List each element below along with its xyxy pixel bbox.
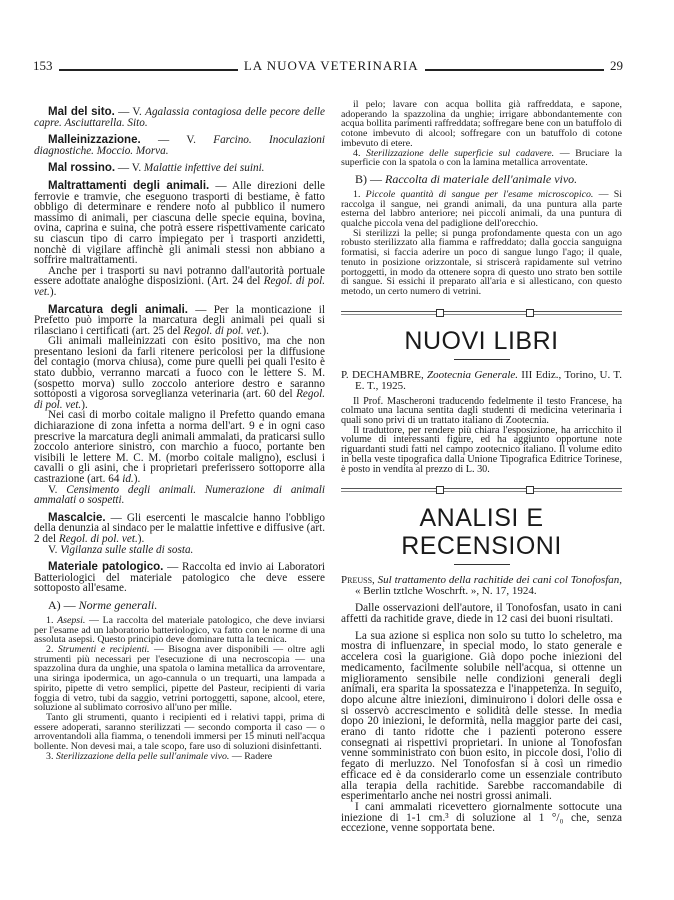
text-run: ). — [81, 398, 88, 411]
italic-text: Piccole quantità di sangue per l'esame microscopico. — [365, 188, 594, 200]
text-run: — Raccolta ed invio ai Laboratori Batteriologici del materiale patologico che deve essere sottoposto all'esame. — [34, 561, 325, 595]
italic-text: Vigilanza sulle stalle di sosta. — [60, 543, 194, 556]
page-number-right: 29 — [610, 58, 623, 73]
analysis-paragraph: I cani ammalati ricevettero giornalmente sottocute una iniezione di 1-1 cm.³ di soluzione al 1 °/₀ che, senza eccezione, venne sopportata bene. — [341, 800, 622, 835]
page-number-left: 153 — [33, 58, 53, 73]
entry-heading: Malleinizzazione. — [48, 134, 141, 147]
text-run: — Alle direzioni delle ferrovie e tramvie, che eseguono trasporti di bestiame, è fatto obbligo di determinare e rendere noto al pubblico il numero massimo di animali, per ciascuna delle specie equina, bovina, ovina, caprina e suina, che potrà essere rispettivamente caricato su ciascun tipo di carro impiegato per i trasporti anzidetti, nonchè di vigilare affinchè gli animali stessi non abbiano a soffrire maltrattamenti. — [34, 179, 325, 267]
section-heading-analisi: ANALISI E RECENSIONI — [401, 504, 562, 561]
text-run: Si sterilizzi la pelle; si punga profondamente questa con un ago robusto sterilizzato alla fiamma e raffreddato; dalla goccia sanguigna formatisi, si faccia aderire un poco di sangue lungo l'ago; il quale, tenuto in posizione orizzontale, si striscerà rapidamente sul vetrino portoggetti, in modo da ottenere sopra di questo uno strato ben sottile di sangue. Si essichi il preparato all'aria e si allesticano, con questo metodo, un certo numero di vetrini. — [341, 227, 622, 297]
text-run: 4. — [353, 147, 367, 159]
book-title: Zootecnia Generale. — [427, 368, 519, 381]
italic-text: id. — [122, 473, 134, 485]
article-source: « Berlin tztlche Woschrft. », N. 17, 1924. — [355, 585, 537, 598]
article-author: Preuss, — [341, 574, 375, 587]
text-run: ). — [262, 324, 269, 337]
entry-heading: Mal del sito. — [48, 106, 115, 118]
italic-text: Regol. di pol. vet. — [34, 388, 325, 411]
italic-text: Strumenti e recipienti. — [57, 644, 150, 656]
text-run: V. — [48, 543, 61, 556]
paragraph — [34, 266, 325, 298]
header-rule — [59, 69, 238, 71]
book-reference — [341, 370, 622, 392]
article-title: Sul trattamento della rachitide dei cani col Tonofosfan, — [377, 574, 623, 587]
italic-text: Farcino. Inoculazioni diagnostiche. Moccio. Morva. — [34, 134, 325, 157]
paragraph — [34, 645, 325, 713]
text-run: 2. — [46, 644, 58, 656]
text-run: — Radere — [229, 750, 273, 762]
ornamental-divider — [341, 486, 622, 494]
analysis-paragraph: La sua azione si esplica non solo su tutto lo scheletro, ma mostra di influenzare, in special modo, lo stato generale e accelera così la guarigione. Già dopo poche iniezioni del medicamento, facilmente solubile nell'acqua, si ottenne un miglioramento sensibile nelle condizioni generali degli animali, era sparita la spossatezza e l'inappetenza. In seguito, dopo alcune altre iniezioni, diminuirono i dolori delle ossa e si osservò accrescimento e solidità delle stesse. In media dopo 20 iniezioni, le deformità, nella maggior parte dei casi, erano di tanto ridotte che i pazienti poterono essere consegnati ai rispettivi proprietari. In unione al Tonofosfan venne somministrato con buon esito, in piccole dosi, l'olio di fegato di merluzzo. Nel Tonofosfan si à così un rimedio efficace ed è da considerarlo come un essenziale contributo alla terapia della rachitide. Sarebbe raccomandabile di esperimentarlo anche nei nostri grossi animali. — [341, 629, 622, 803]
text-run: — Gli esercenti le mascalcie hanno l'obbligo della denunzia al sindaco per le malattie infettive e diffusive (art. 2 del — [34, 511, 325, 545]
text-run: — V. — [115, 162, 144, 175]
text-run: 1. — [46, 614, 58, 626]
paragraph — [34, 135, 325, 156]
italic-text: Norme generali. — [78, 597, 158, 612]
text-run: Tanto gli strumenti, quanto i recipienti ed i relativi tappi, prima di essere adoperati, saranno sterilizzati — secondo comporta il caso — o arroventandoli alla fiamma, o tenendoli immersi per 15 minuti nell'acqua bollente. Non devesi mai, a tale scopo, fare uso di soluzioni disinfettanti. — [34, 711, 325, 753]
dictionary-continuation — [341, 100, 622, 297]
entry-heading: Maltrattamenti degli animali. — [48, 179, 210, 192]
header-rule — [425, 69, 604, 71]
text-run: — V. — [140, 134, 214, 147]
paragraph — [34, 713, 325, 752]
paragraph — [341, 100, 622, 149]
heading-underline — [454, 359, 510, 360]
analysis-paragraph: Dalle osservazioni dell'autore, il Tonofosfan, usato in cani affetti da rachitide grave, diede in 12 casi dei buoni risultati. — [341, 602, 622, 625]
paragraph — [34, 181, 325, 266]
italic-text: Raccolta di materiale dell'animale vivo. — [385, 171, 578, 186]
text-run: — Per la monticazione il Prefetto può imporre la marcatura degli animali pei quali si rilasciano i certificati (art. 25 del — [34, 303, 326, 337]
heading-underline — [454, 564, 510, 565]
italic-text: Regol. di pol. vet. — [183, 324, 263, 337]
paragraph — [34, 305, 325, 337]
running-header — [33, 58, 623, 74]
paragraph — [341, 229, 622, 297]
italic-text: Regol. di pol. vet. — [58, 532, 138, 545]
entry-heading: Materiale patologico. — [48, 561, 164, 574]
text-run: ). — [49, 285, 57, 298]
paragraph — [34, 107, 325, 128]
text-run: Gli animali malleinizzati con esito positivo, ma che non presentano lesioni da farli ritenere pericolosi per la diffusione del contagio (morva chiusa), come pure quelli pei quali l'esito è stato dubbio, verranno marcati a fuoco con le lettere S. M. (sospetto morva) sullo zoccolo anteriore destro e saranno sottoposti a vigorosa sorveglianza veterinaria (art. 60 del — [34, 335, 325, 401]
paragraph — [34, 485, 325, 506]
paragraph — [34, 513, 325, 545]
text-run: — Si raccolga il sangue, nei grandi animali, da una puntura alla parte esterna del labbro anteriore; nei piccoli animali, da una puntura di qualche piccola vena del padiglione dell'orecchio. — [341, 188, 623, 230]
paragraph — [34, 545, 325, 556]
text-run: ). — [133, 473, 141, 485]
paragraph — [34, 752, 325, 762]
entry-heading: Mal rossino. — [48, 162, 116, 175]
entry-heading: Mascalcie. — [48, 511, 106, 524]
text-run: Nei casi di morbo coitale maligno il Prefetto quando emana dichiarazione di zona infetta a norma dell'art. 9 e in ogni caso prescrive la marcatura degli animali ammalati, da praticarsi sullo zoccolo anteriore sinistro, con marchio a fuoco, portante ben visibili le lettere M. C. M. (morbo coitale maligno), esclusi i cavalli o gli asini, che i proprietari preferissero sottoporre alla castrazione (art. 64 — [34, 409, 325, 485]
journal-title: LA NUOVA VETERINARIA — [243, 58, 419, 73]
italic-text: Malattie infettive dei suini. — [143, 162, 265, 175]
paragraph — [341, 190, 622, 229]
text-run: A) — — [48, 597, 79, 612]
review-paragraph: Il Prof. Mascheroni traducendo fedelmente il testo Francese, ha colmato una lacuna sentita dagli studenti di medicina veterinaria i quali sono privi di un trattato italiano di Zootecnia. — [341, 395, 622, 427]
section-heading-nuovi-libri: NUOVI LIBRI — [404, 326, 559, 355]
text-run: — V. — [114, 106, 146, 118]
paragraph — [341, 149, 622, 168]
text-run: ). — [137, 532, 145, 545]
text-run: 1. — [353, 188, 366, 200]
paragraph — [34, 163, 325, 174]
text-run: V. — [48, 483, 67, 496]
paragraph — [34, 410, 325, 484]
book-author: P. DECHAMBRE, — [341, 368, 424, 381]
italic-text: Censimento degli animali. Numerazione di animali ammalati o sospetti. — [34, 483, 325, 507]
italic-text: Asepsi. — [57, 614, 86, 626]
text-run: — Bisogna aver disponibili — oltre agli strumenti più necessari per l'esecuzione di una necroscopia — una spazzolina dura da unghie, una spatola o lamina metallica da arroventare, una siringa ipodermica, un ago-cannula o un trequarti, una lampada a spirito, pipette di vetro semplici, pipette del Pasteur, recipienti di varia foggia di vetro, tubi da saggio, vetrini portoggetti, sapone, alcool, etere, soluzione al sublimato corrosivo all'uno per mille. — [34, 644, 326, 714]
left-column — [34, 100, 325, 761]
text-run: Anche per i trasporti su navi potranno dall'autorità portuale essere adottate analoghe disposizioni. (Art. 24 del — [34, 264, 325, 288]
review-paragraph: Il traduttore, per rendere più chiara l'esposizione, ha arricchito il volume di interessanti figure, ed ha aggiunto opportune note riguardanti studi fatti nel campo zootecnico italiano. Il volume edito in bella veste tipografica dalla Unione Tipografica Editrice Torinese, è posto in vendita al prezzo di L. 30. — [341, 424, 622, 475]
italic-text: Sterilizzazione delle superficie sul cadavere. — [366, 147, 555, 159]
paragraph — [34, 598, 325, 612]
entry-heading: Marcatura degli animali. — [48, 303, 188, 316]
text-run: 3. — [46, 750, 56, 762]
right-column — [341, 100, 622, 834]
paragraph — [34, 336, 325, 410]
italic-text: Regol. di pol. vet. — [34, 275, 326, 298]
article-reference — [341, 575, 622, 597]
text-run: il pelo; lavare con acqua bollita già raffreddata, e sapone, adoperando la spazzolina da unghie; irrigare abbondantemente con acqua bollita parimenti raffreddata; soffregare bene con un batuffolo di cotone imbevuto di alcool; soffregare con un batuffolo di cotone imbevuto di etere. — [341, 99, 622, 149]
paragraph — [34, 562, 325, 594]
book-edition: III Ediz., Torino, U. T. E. T., 1925. — [355, 368, 622, 392]
ornamental-divider — [341, 309, 622, 317]
paragraph — [341, 172, 622, 186]
italic-text: Sterilizzazione della pelle sull'animale vivo. — [55, 750, 230, 762]
italic-text: Agalassia contagiosa delle pecore delle capre. Asciuttarella. Sito. — [34, 106, 325, 129]
text-run: B) — — [355, 171, 385, 186]
paragraph — [34, 616, 325, 645]
text-run: — La raccolta del materiale patologico, che deve inviarsi per l'esame ad un laboratorio batteriologico, va fatto con le norme di una assoluta asepsi. Questo principio deve dominare tutta la tecnica. — [34, 614, 325, 646]
text-run: — Bruciare la superficie con la spatola o con la lamina metallica arroventate. — [341, 147, 623, 169]
